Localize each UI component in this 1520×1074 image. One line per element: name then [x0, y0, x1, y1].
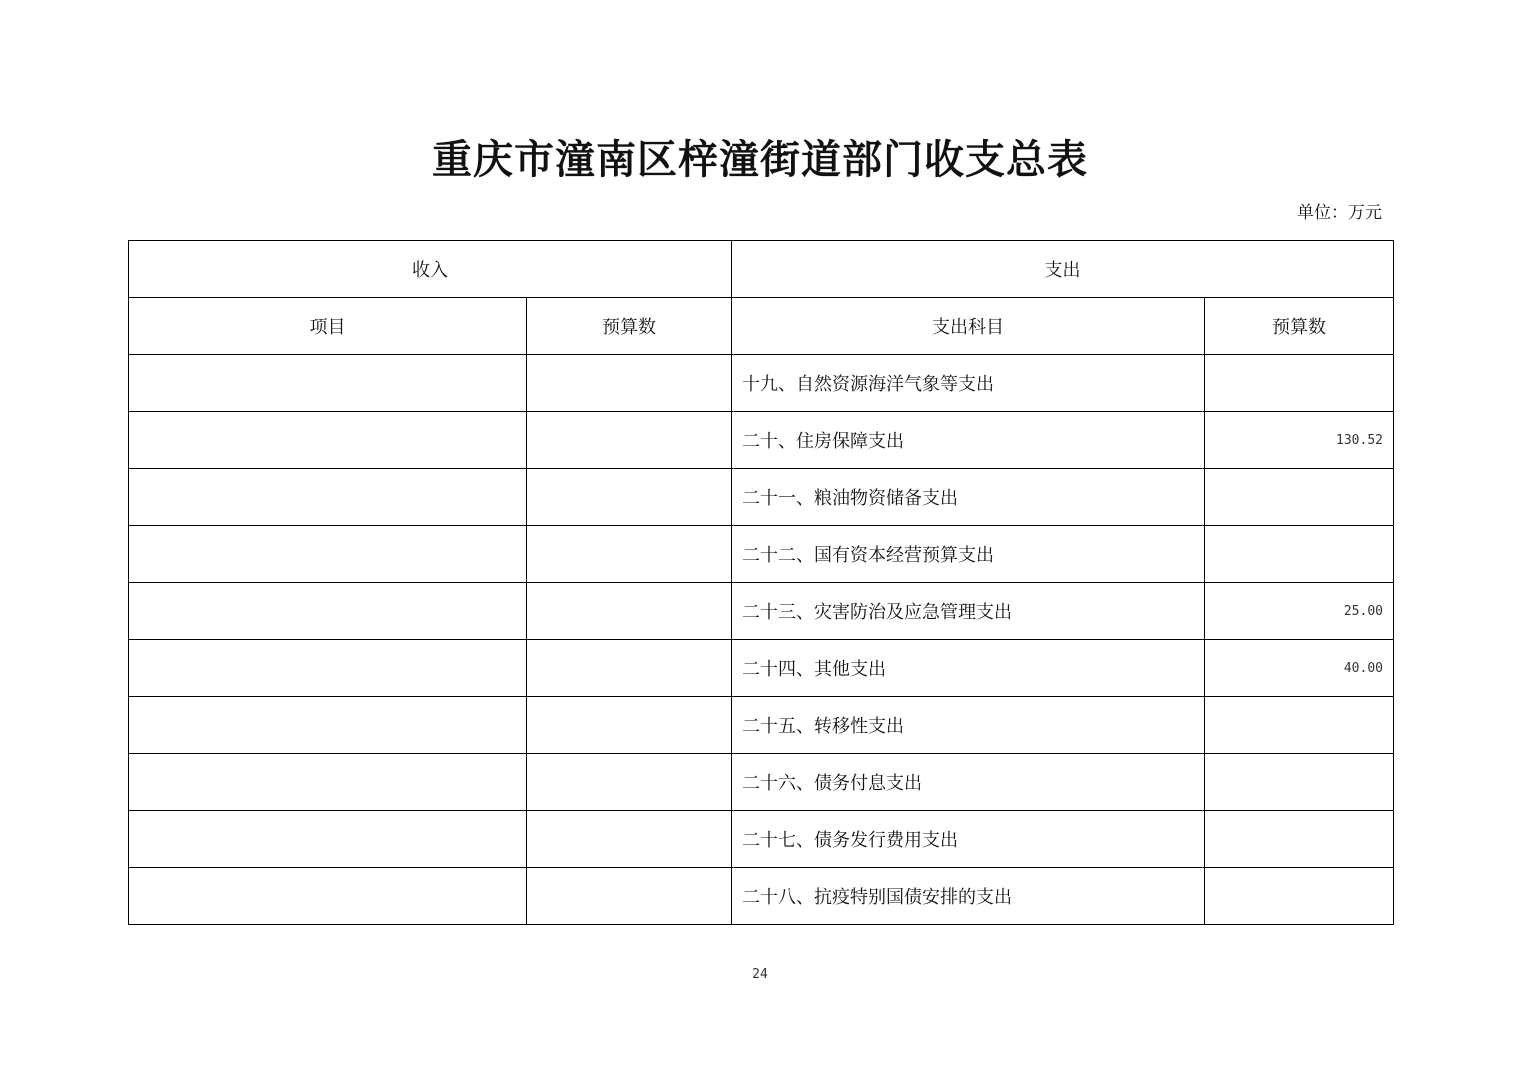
table-row	[129, 811, 1394, 868]
table-row	[129, 868, 1394, 925]
expense-subject-cell: 二十一、粮油物资储备支出	[732, 469, 1205, 526]
table-row	[129, 355, 1394, 412]
income-budget-cell	[527, 355, 732, 412]
table-row	[129, 412, 1394, 469]
expense-amount-cell	[1205, 526, 1394, 583]
income-budget-cell	[527, 868, 732, 925]
col-header-expense-subject: 支出科目	[732, 298, 1205, 355]
expense-subject-cell: 二十八、抗疫特别国债安排的支出	[732, 868, 1205, 925]
income-item-cell	[129, 526, 527, 583]
income-budget-cell	[527, 640, 732, 697]
income-item-cell	[129, 811, 527, 868]
table-row	[129, 469, 1394, 526]
expense-subject-cell: 二十二、国有资本经营预算支出	[732, 526, 1205, 583]
income-budget-cell	[527, 697, 732, 754]
col-header-income-budget: 预算数	[527, 298, 732, 355]
expense-subject-cell: 二十五、转移性支出	[732, 697, 1205, 754]
expense-amount-cell	[1205, 811, 1394, 868]
income-item-cell	[129, 469, 527, 526]
income-item-cell	[129, 868, 527, 925]
income-budget-cell	[527, 811, 732, 868]
table-row	[129, 697, 1394, 754]
table-row	[129, 640, 1394, 697]
col-header-item: 项目	[129, 298, 527, 355]
income-group-header: 收入	[129, 241, 732, 298]
expense-amount-cell	[1205, 469, 1394, 526]
income-budget-cell	[527, 412, 732, 469]
income-item-cell	[129, 412, 527, 469]
page-title: 重庆市潼南区梓潼街道部门收支总表	[432, 136, 1088, 183]
expense-subject-cell: 二十六、债务付息支出	[732, 754, 1205, 811]
expense-subject-cell: 二十、住房保障支出	[732, 412, 1205, 469]
table-row	[129, 526, 1394, 583]
page-number: 24	[752, 967, 768, 982]
expense-subject-cell: 二十三、灾害防治及应急管理支出	[732, 583, 1205, 640]
income-item-cell	[129, 640, 527, 697]
income-item-cell	[129, 355, 527, 412]
group-header-row	[129, 241, 1394, 298]
income-item-cell	[129, 754, 527, 811]
expense-amount-cell: 40.00	[1205, 640, 1394, 697]
expense-amount-cell	[1205, 754, 1394, 811]
income-item-cell	[129, 583, 527, 640]
income-budget-cell	[527, 526, 732, 583]
expense-amount-cell	[1205, 697, 1394, 754]
expense-subject-cell: 二十七、债务发行费用支出	[732, 811, 1205, 868]
expense-amount-cell: 130.52	[1205, 412, 1394, 469]
income-item-cell	[129, 697, 527, 754]
column-header-row	[129, 298, 1394, 355]
expense-amount-cell	[1205, 868, 1394, 925]
table-row	[129, 583, 1394, 640]
income-budget-cell	[527, 469, 732, 526]
income-budget-cell	[527, 583, 732, 640]
expense-amount-cell	[1205, 355, 1394, 412]
budget-table	[128, 240, 1394, 925]
table-row	[129, 754, 1394, 811]
expense-subject-cell: 二十四、其他支出	[732, 640, 1205, 697]
col-header-expense-budget: 预算数	[1205, 298, 1394, 355]
unit-label: 单位：万元	[1297, 203, 1382, 223]
income-budget-cell	[527, 754, 732, 811]
expense-amount-cell: 25.00	[1205, 583, 1394, 640]
expense-group-header: 支出	[732, 241, 1394, 298]
table-body	[129, 241, 1394, 925]
expense-subject-cell: 十九、自然资源海洋气象等支出	[732, 355, 1205, 412]
